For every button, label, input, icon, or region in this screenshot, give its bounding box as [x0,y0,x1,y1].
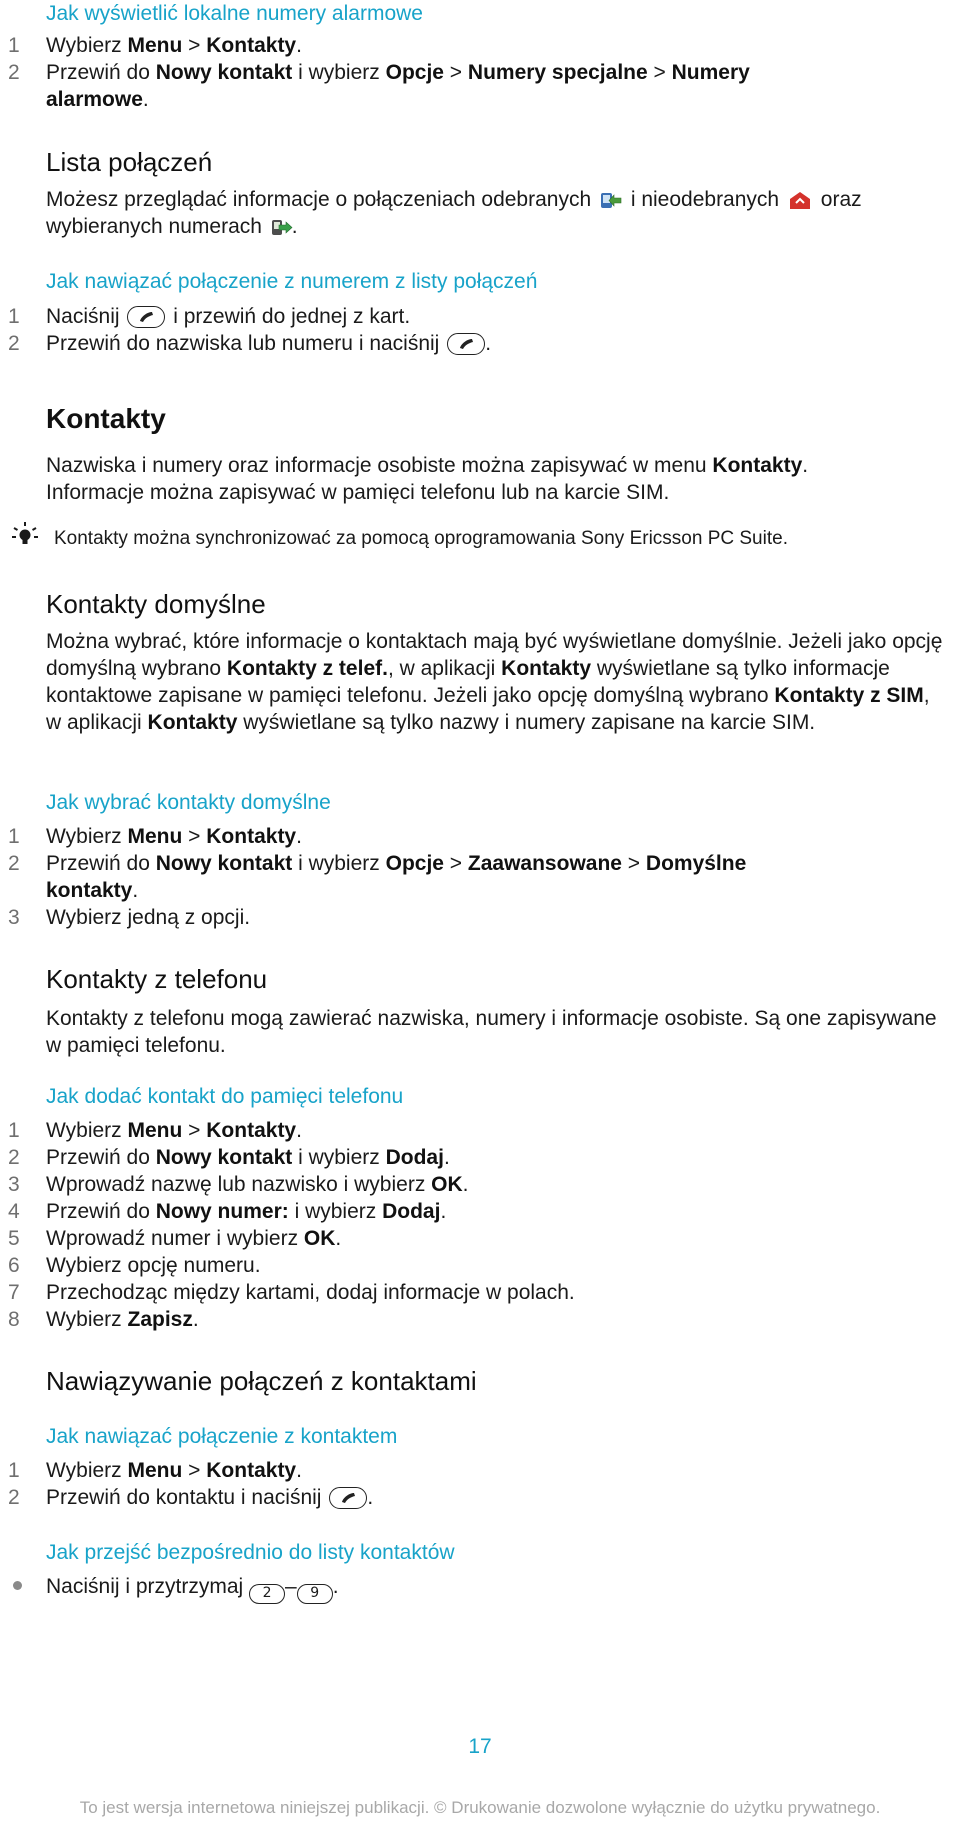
step-number: 6 [8,1254,20,1277]
default-contacts-paragraph: Można wybrać, które informacje o kontaktach mają być wyświetlane domyślnie. Jeżeli jako opcję domyślną wybrano Kontakty z telef., w aplikacji Kontakty wyświetlane są tylko informacje kontaktowe zapisane w pamięci telefonu. Jeżeli jako opcję domyślną wybrano Kontakty z SIM, w aplikacji Kontakty wyświetlane są tylko nazwy i numery zapisane na karcie SIM. [46,630,943,734]
call-list-paragraph-line-1: Możesz przeglądać informacje o połączeniach odebranych i nieodebranych oraz [46,186,862,218]
call-list-heading: Lista połączeń [46,147,213,177]
step-number: 2 [8,1486,20,1509]
contacts-heading: Kontakty [46,403,166,434]
step-number: 8 [8,1308,20,1331]
contacts-paragraph-line-1: Nazwiska i numery oraz informacje osobiste można zapisywać w menu Kontakty. [46,454,809,477]
default-step-2-cont: kontakty. [46,879,139,902]
default-contacts-heading: Kontakty domyślne [46,589,266,619]
alarm-step-2: Przewiń do Nowy kontakt i wybierz Opcje > Numery specjalne > Numery [46,61,750,84]
choose-default-subheading: Jak wybrać kontakty domyślne [46,791,331,814]
add-contact-step-7: Przechodząc między kartami, dodaj informacje w polach. [46,1281,575,1304]
add-contact-step-2: Przewiń do Nowy kontakt i wybierz Dodaj. [46,1146,450,1169]
add-contact-step-1: Wybierz Menu > Kontakty. [46,1119,302,1142]
step-number: 1 [8,1119,20,1142]
add-contact-step-4: Przewiń do Nowy numer: i wybierz Dodaj. [46,1200,447,1223]
add-contact-step-6: Wybierz opcję numeru. [46,1254,261,1277]
call-contact-step-2: Przewiń do kontaktu i naciśnij . [46,1486,374,1509]
alarm-step-1: Wybierz Menu > Kontakty. [46,34,302,57]
call-key-icon [447,333,485,355]
step-number: 2 [8,852,20,875]
call-contact-subheading: Jak nawiązać połączenie z kontaktem [46,1425,398,1448]
jump-to-contacts-bullet: Naciśnij i przytrzymaj 2 – 9 . [46,1573,339,1604]
call-key-icon [127,306,165,328]
call-list-step-1: Naciśnij i przewiń do jednej z kart. [46,305,411,328]
step-number: 7 [8,1281,20,1304]
calling-contacts-heading: Nawiązywanie połączeń z kontaktami [46,1366,477,1396]
received-call-icon [600,191,622,218]
add-contact-subheading: Jak dodać kontakt do pamięci telefonu [46,1085,404,1108]
step-number: 3 [8,906,20,929]
step-number: 4 [8,1200,20,1223]
key-2-icon: 2 [249,1584,285,1604]
step-number: 5 [8,1227,20,1250]
default-step-2: Przewiń do Nowy kontakt i wybierz Opcje > Zaawansowane > Domyślne [46,852,747,875]
step-number: 3 [8,1173,20,1196]
call-contact-step-1: Wybierz Menu > Kontakty. [46,1459,302,1482]
missed-call-icon [788,191,812,218]
call-from-list-subheading: Jak nawiązać połączenie z numerem z listy połączeń [46,270,538,293]
alarm-step-2-cont: alarmowe. [46,88,149,111]
step-number: 1 [8,825,20,848]
add-contact-step-3: Wprowadź nazwę lub nazwisko i wybierz OK. [46,1173,469,1196]
step-number: 2 [8,1146,20,1169]
phone-contacts-heading: Kontakty z telefonu [46,964,268,994]
key-9-icon: 9 [297,1584,333,1604]
alarm-numbers-subheading: Jak wyświetlić lokalne numery alarmowe [46,2,423,25]
call-list-paragraph-line-2: wybieranych numerach . [46,213,298,245]
contacts-paragraph-line-2: Informacje można zapisywać w pamięci telefonu lub na karcie SIM. [46,481,670,504]
dialed-call-icon [271,218,293,245]
sync-tip-text: Kontakty można synchronizować za pomocą oprogramowania Sony Ericsson PC Suite. [54,528,788,549]
add-contact-step-8: Wybierz Zapisz. [46,1308,199,1331]
default-step-3: Wybierz jedną z opcji. [46,906,251,929]
default-step-1: Wybierz Menu > Kontakty. [46,825,302,848]
step-number: 1 [8,34,20,57]
call-list-step-2: Przewiń do nazwiska lub numeru i naciśnij . [46,332,492,355]
step-number: 2 [8,61,20,84]
phone-contacts-paragraph: Kontakty z telefonu mogą zawierać nazwiska, numery i informacje osobiste. Są one zapisywane w pamięci telefonu. [46,1007,937,1057]
page-footer: To jest wersja internetowa niniejszej publikacji. © Drukowanie dozwolone wyłącznie do użytku prywatnego. [79,1798,881,1817]
step-number: 1 [8,1459,20,1482]
jump-to-contacts-subheading: Jak przejść bezpośrednio do listy kontaktów [46,1541,455,1564]
step-number: 1 [8,305,20,328]
lightbulb-tip-icon [10,520,40,555]
add-contact-step-5: Wprowadź numer i wybierz OK. [46,1227,342,1250]
page-number: 17 [468,1735,492,1758]
bullet-icon [13,1581,22,1590]
step-number: 2 [8,332,20,355]
call-key-icon [329,1487,367,1509]
